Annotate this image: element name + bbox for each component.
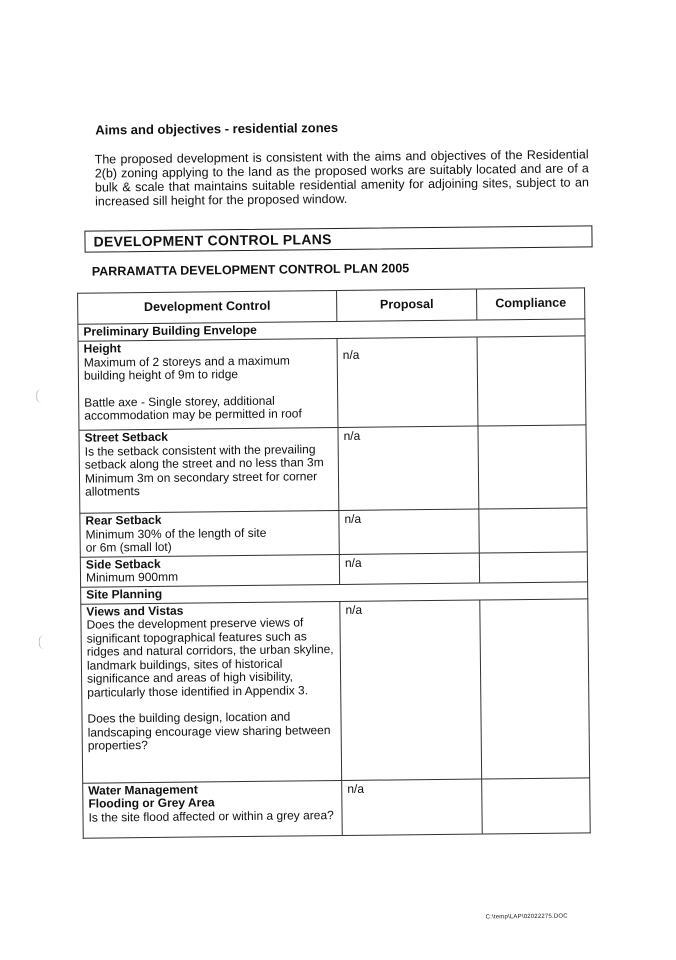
row-subtitle: Flooding or Grey Area bbox=[88, 795, 215, 811]
section-site: Site Planning bbox=[81, 581, 588, 603]
header-compliance: Compliance bbox=[477, 288, 585, 320]
row-text: Battle axe - Single storey, additional accommodation may be permitted in roof bbox=[84, 393, 302, 423]
footer-file-path: C:\temp\LAP\02022275.DOC bbox=[485, 913, 568, 921]
plan-title: PARRAMATTA DEVELOPMENT CONTROL PLAN 2005 bbox=[91, 261, 410, 279]
section-envelope: Preliminary Building Envelope bbox=[78, 319, 585, 341]
row-text: Minimum 30% of the length of site bbox=[85, 525, 267, 542]
row-title: Side Setback bbox=[85, 556, 161, 572]
proposal-cell: n/a bbox=[337, 337, 478, 427]
table-row bbox=[78, 336, 586, 430]
row-title: Street Setback bbox=[84, 429, 169, 445]
compliance-cell bbox=[477, 336, 586, 426]
proposal-cell: n/a bbox=[340, 600, 482, 780]
control-cell-rear bbox=[80, 510, 339, 556]
proposal-cell: n/a bbox=[338, 426, 479, 510]
row-text: Minimum 3m on secondary street for corner allotments bbox=[84, 468, 318, 499]
aims-paragraph: The proposed development is consistent with the aims and objectives of the Residential 2(b) zoning applying to the land as the proposed works are suitably located and are of a bulk & scale that maintains suitable residential amenity for adjoining sites, subject to an increased sill height for the proposed window. bbox=[94, 147, 589, 209]
row-text: Is the site flood affected or within a grey area? bbox=[88, 807, 334, 825]
section-heading-box bbox=[84, 225, 592, 252]
control-cell-street bbox=[79, 428, 339, 514]
row-title: Rear Setback bbox=[85, 512, 162, 528]
proposal-cell: n/a bbox=[339, 553, 479, 584]
control-cell-water bbox=[83, 780, 343, 838]
compliance-cell bbox=[479, 508, 587, 553]
control-cell-side bbox=[80, 554, 339, 587]
row-text: Is the setback consistent with the prevailing setback along the street and no less than 3m bbox=[84, 441, 324, 472]
row-title: Height bbox=[83, 341, 122, 356]
row-text: Does the building design, location and landscaping encourage view sharing between properties? bbox=[87, 709, 331, 753]
proposal-cell: n/a bbox=[339, 509, 480, 554]
punch-hole-mark bbox=[36, 389, 47, 403]
header-development-control: Development Control bbox=[78, 291, 337, 325]
table-row bbox=[81, 598, 590, 782]
section-heading: DEVELOPMENT CONTROL PLANS bbox=[93, 231, 332, 250]
row-title: Water Management bbox=[88, 781, 198, 798]
table-row bbox=[80, 508, 587, 557]
table-row bbox=[79, 425, 587, 513]
row-text: Does the development preserve views of significant topographical features such as ridges and natural corridors, the urban skyline, landmark buildings, sites of historical significance and areas of high visibility, particularly those identified in Appendix 3. bbox=[86, 615, 334, 700]
aims-heading: Aims and objectives - residential zones bbox=[95, 119, 339, 138]
row-text: Maximum of 2 storeys and a maximum building height of 9m to ridge bbox=[83, 353, 290, 383]
compliance-cell bbox=[478, 425, 587, 509]
header-proposal: Proposal bbox=[337, 289, 477, 321]
control-cell-views bbox=[81, 601, 342, 783]
development-control-table bbox=[77, 287, 591, 838]
row-title: Views and Vistas bbox=[86, 603, 184, 619]
punch-hole-mark bbox=[39, 635, 50, 649]
compliance-cell bbox=[479, 551, 587, 582]
row-text: Minimum 900mm bbox=[85, 569, 179, 585]
proposal-cell: n/a bbox=[342, 779, 483, 835]
compliance-cell bbox=[480, 598, 590, 778]
row-text: or 6m (small lot) bbox=[85, 539, 172, 555]
compliance-cell bbox=[482, 777, 590, 833]
control-cell-height bbox=[78, 339, 338, 431]
table-row bbox=[83, 777, 591, 837]
